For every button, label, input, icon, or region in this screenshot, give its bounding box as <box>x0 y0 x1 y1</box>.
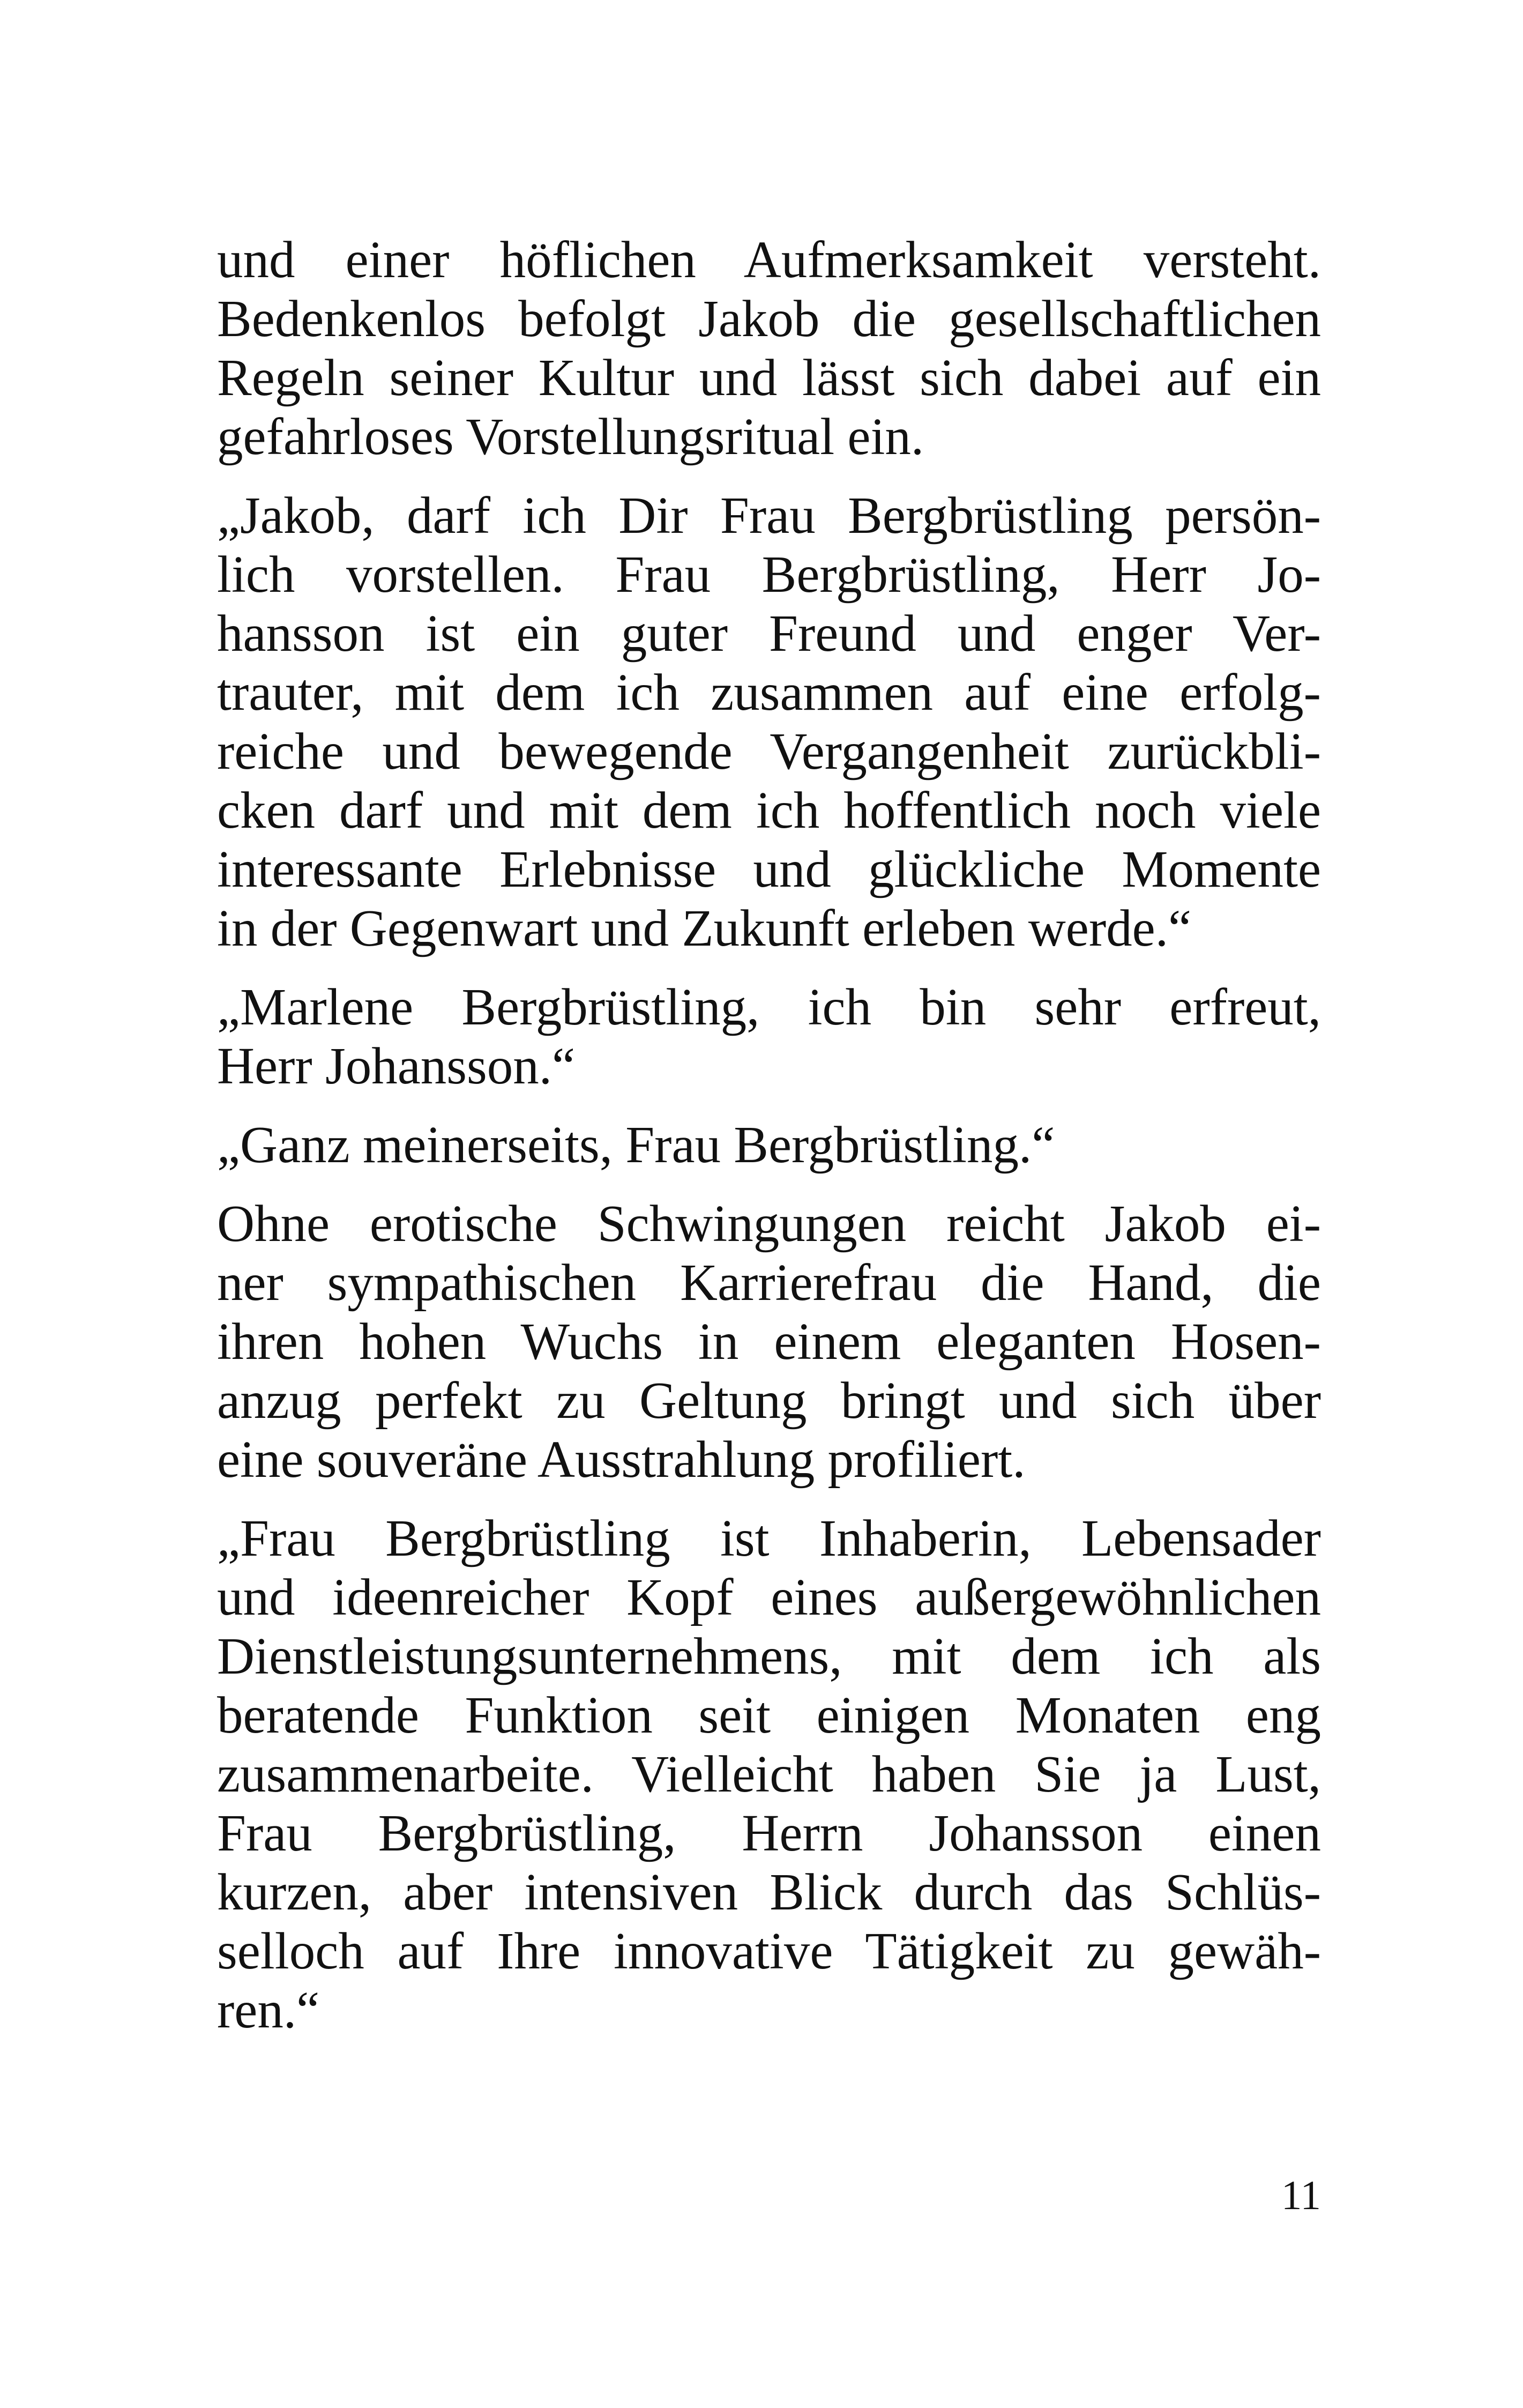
text-line: Ohne erotische Schwingungen reicht Jakob ei- <box>217 1195 1321 1252</box>
text-line: „Marlene Bergbrüstling, ich bin sehr erfreut, <box>217 978 1321 1036</box>
text-line: „Ganz meinerseits, Frau Bergbrüstling.“ <box>217 1116 1055 1173</box>
paragraph <box>217 486 1321 958</box>
text-line: anzug perfekt zu Geltung bringt und sich über <box>217 1372 1321 1429</box>
text-line: in der Gegenwart und Zukunft erleben werde.“ <box>217 900 1191 957</box>
text-line: ihren hohen Wuchs in einem eleganten Hosen- <box>217 1313 1321 1370</box>
text-line: und ideenreicher Kopf eines außergewöhnlichen <box>217 1569 1321 1626</box>
text-line: reiche und bewegende Vergangenheit zurückbli- <box>217 723 1321 780</box>
paragraph <box>217 1194 1321 1489</box>
text-line: ner sympathischen Karrierefrau die Hand, die <box>217 1254 1321 1311</box>
page-number: 11 <box>1281 2172 1321 2218</box>
text-line: interessante Erlebnisse und glückliche Momente <box>217 841 1321 898</box>
paragraph <box>217 1509 1321 2040</box>
text-line: „Jakob, darf ich Dir Frau Bergbrüstling persön- <box>217 487 1321 544</box>
paragraph <box>217 231 1321 466</box>
text-line: kurzen, aber intensiven Blick durch das Schlüs- <box>217 1863 1321 1921</box>
text-line: Bedenkenlos befolgt Jakob die gesellschaftlichen <box>217 290 1321 347</box>
text-line: hansson ist ein guter Freund und enger Ver- <box>217 605 1321 662</box>
paragraph <box>217 978 1321 1096</box>
paragraph <box>217 1116 1321 1175</box>
text-line: lich vorstellen. Frau Bergbrüstling, Herr Jo- <box>217 546 1321 603</box>
text-line: trauter, mit dem ich zusammen auf eine erfolg- <box>217 664 1321 721</box>
text-line: cken darf und mit dem ich hoffentlich noch viele <box>217 782 1321 839</box>
text-line: eine souveräne Ausstrahlung profiliert. <box>217 1431 1026 1488</box>
text-line: und einer höflichen Aufmerksamkeit versteht. <box>217 231 1321 288</box>
text-line: ren.“ <box>217 1981 320 2039</box>
text-line: beratende Funktion seit einigen Monaten eng <box>217 1686 1321 1744</box>
text-line: Herr Johansson.“ <box>217 1037 576 1095</box>
text-line: zusammenarbeite. Vielleicht haben Sie ja Lust, <box>217 1745 1321 1803</box>
text-line: Frau Bergbrüstling, Herrn Johansson einen <box>217 1804 1321 1862</box>
text-line: selloch auf Ihre innovative Tätigkeit zu gewäh- <box>217 1922 1321 1980</box>
body-text <box>217 231 1321 2060</box>
text-line: Dienstleistungsunternehmens, mit dem ich als <box>217 1627 1321 1685</box>
text-line: gefahrloses Vorstellungsritual ein. <box>217 408 924 465</box>
text-line: Regeln seiner Kultur und lässt sich dabei auf ein <box>217 349 1321 406</box>
text-line: „Frau Bergbrüstling ist Inhaberin, Lebensader <box>217 1510 1321 1567</box>
